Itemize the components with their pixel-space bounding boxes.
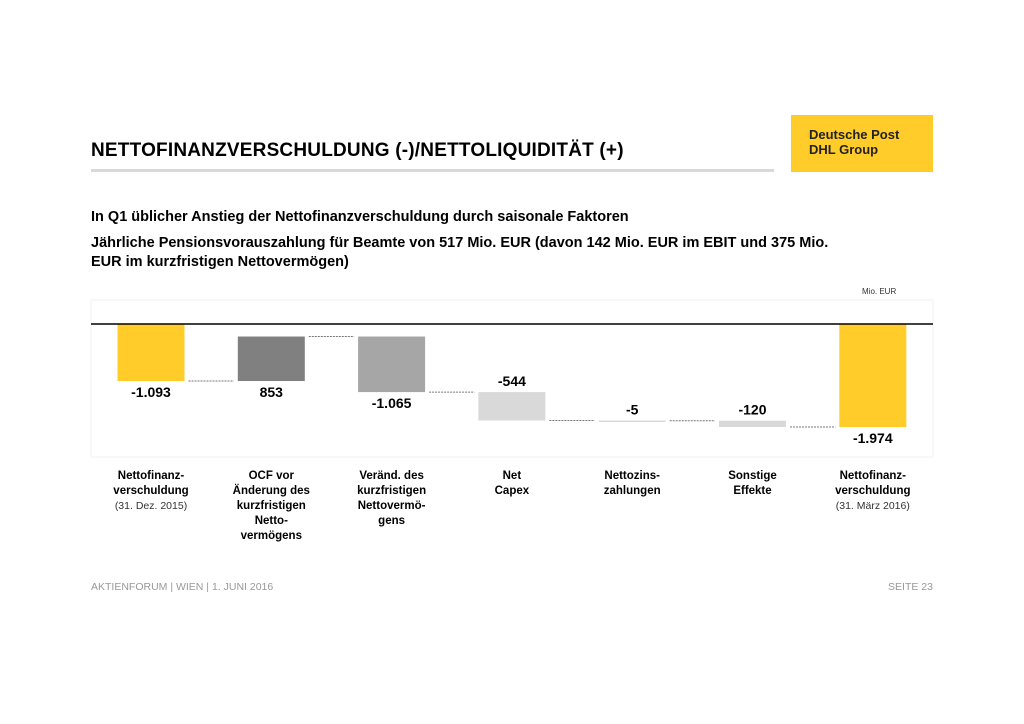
data-label: -1.093 <box>131 384 171 401</box>
category-name: Nettozins- zahlungen <box>603 470 661 497</box>
data-label: -1.065 <box>371 395 412 412</box>
subtitle-2: Jährliche Pensionsvorauszahlung für Beamte von 517 Mio. EUR (davon 142 Mio. EUR im EBIT und 375 Mio. EUR im kurzfristigen Nettovermögen) <box>91 235 829 270</box>
category-name: OCF vor Änderung des kurzfristigen Netto- vermögens <box>232 470 310 542</box>
bar-1 <box>238 337 305 382</box>
category-label <box>332 469 452 529</box>
category-note: (31. März 2016) <box>835 500 910 512</box>
category-label <box>813 469 933 514</box>
category-name: Sonstige Effekte <box>728 470 777 497</box>
category-name: Net Capex <box>494 470 530 497</box>
logo-text: Deutsche Post DHL Group <box>809 127 900 157</box>
data-label: -120 <box>738 401 767 418</box>
bar-0 <box>118 324 185 381</box>
category-label <box>211 469 331 544</box>
category-label <box>693 469 813 499</box>
bar-6 <box>839 324 906 427</box>
category-label <box>572 469 692 499</box>
category-label <box>452 469 572 499</box>
footer-left: AKTIENFORUM | WIEN | 1. JUNI 2016 <box>91 581 274 593</box>
category-name: Nettofinanz- verschuldung <box>835 470 911 497</box>
category-label <box>91 469 211 514</box>
bar-2 <box>358 337 425 393</box>
data-label: -5 <box>625 401 639 418</box>
category-note: (31. Dez. 2015) <box>114 500 188 512</box>
data-label: -1.974 <box>852 430 893 446</box>
bar-5 <box>719 421 786 427</box>
category-name: Nettofinanz- verschuldung <box>113 470 189 497</box>
bar-3 <box>478 392 545 420</box>
footer-right: SEITE 23 <box>888 581 933 593</box>
category-name: Veränd. des kurzfristigen Nettovermö- gens <box>357 470 427 527</box>
data-label: -544 <box>497 373 526 390</box>
data-label: 853 <box>259 384 283 401</box>
subtitle-1: In Q1 üblicher Anstieg der Nettofinanzverschuldung durch saisonale Faktoren <box>91 209 629 225</box>
unit-label: Mio. EUR <box>862 287 897 296</box>
slide-title: NETTOFINANZVERSCHULDUNG (-)/NETTOLIQUIDITÄT (+) <box>91 140 624 161</box>
bar-4 <box>599 420 666 422</box>
